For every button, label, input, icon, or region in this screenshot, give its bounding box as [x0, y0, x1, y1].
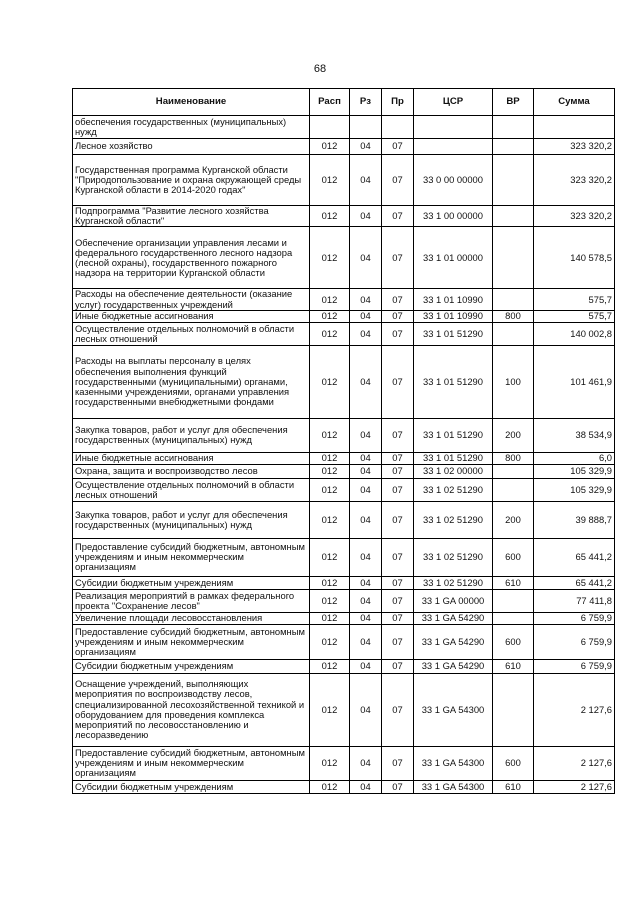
page-number: 68: [313, 63, 327, 75]
table-row: [73, 139, 615, 155]
cell-name: Охрана, защита и воспроизводство лесов: [73, 464, 310, 478]
cell-csr: 33 1 01 51290: [414, 452, 493, 464]
table-row: [73, 478, 615, 501]
cell-rz: 04: [350, 478, 382, 501]
cell-rz: 04: [350, 612, 382, 624]
cell-csr: 33 1 GA 54300: [414, 780, 493, 793]
cell-sum: 38 534,9: [534, 418, 615, 452]
cell-vr: [493, 478, 534, 501]
cell-csr: [414, 116, 493, 139]
cell-vr: 200: [493, 418, 534, 452]
cell-rasp: 012: [310, 624, 350, 659]
cell-rz: 04: [350, 206, 382, 227]
cell-vr: 800: [493, 310, 534, 322]
cell-vr: [493, 227, 534, 289]
cell-sum: 140 002,8: [534, 322, 615, 345]
table-row: [73, 464, 615, 478]
cell-rz: 04: [350, 624, 382, 659]
cell-pr: 07: [382, 659, 414, 673]
table-row: [73, 780, 615, 793]
cell-sum: 323 320,2: [534, 139, 615, 155]
cell-rz: 04: [350, 576, 382, 589]
cell-name: Субсидии бюджетным учреждениям: [73, 780, 310, 793]
table-row: [73, 418, 615, 452]
table-row: [73, 452, 615, 464]
cell-name: Иные бюджетные ассигнования: [73, 452, 310, 464]
cell-csr: 33 1 02 51290: [414, 576, 493, 589]
cell-name: Увеличение площади лесовосстановления: [73, 612, 310, 624]
cell-sum: 77 411,8: [534, 589, 615, 612]
cell-csr: 33 1 01 10990: [414, 310, 493, 322]
cell-rasp: 012: [310, 418, 350, 452]
cell-rasp: 012: [310, 589, 350, 612]
cell-pr: [382, 116, 414, 139]
cell-sum: 105 329,9: [534, 478, 615, 501]
cell-name: Обеспечение организации управления лесами и федерального государственного лесного надзора (лесной охраны), государственного пожарного надзора на территории Курганской области: [73, 227, 310, 289]
cell-rz: 04: [350, 418, 382, 452]
cell-csr: 33 1 GA 54290: [414, 624, 493, 659]
cell-sum: 2 127,6: [534, 673, 615, 746]
cell-pr: 07: [382, 589, 414, 612]
table-row: [73, 322, 615, 345]
cell-rasp: 012: [310, 452, 350, 464]
cell-pr: 07: [382, 612, 414, 624]
cell-csr: 33 1 GA 54290: [414, 659, 493, 673]
cell-rz: 04: [350, 589, 382, 612]
cell-rasp: 012: [310, 289, 350, 310]
cell-name: Осуществление отдельных полномочий в области лесных отношений: [73, 322, 310, 345]
cell-csr: 33 1 02 51290: [414, 478, 493, 501]
header-csr: ЦСР: [414, 89, 493, 116]
cell-name: Осуществление отдельных полномочий в области лесных отношений: [73, 478, 310, 501]
cell-rz: 04: [350, 780, 382, 793]
header-vr: ВР: [493, 89, 534, 116]
cell-sum: 6 759,9: [534, 612, 615, 624]
cell-name: Предоставление субсидий бюджетным, автономным учреждениям и иным некоммерческим организациям: [73, 624, 310, 659]
cell-pr: 07: [382, 746, 414, 780]
table-row: [73, 289, 615, 310]
cell-vr: [493, 155, 534, 206]
cell-csr: 33 1 GA 00000: [414, 589, 493, 612]
cell-vr: [493, 589, 534, 612]
cell-csr: 33 0 00 00000: [414, 155, 493, 206]
cell-rasp: 012: [310, 746, 350, 780]
table-row: [73, 310, 615, 322]
cell-pr: 07: [382, 139, 414, 155]
cell-sum: 140 578,5: [534, 227, 615, 289]
cell-vr: 600: [493, 538, 534, 576]
cell-rasp: 012: [310, 464, 350, 478]
cell-sum: 575,7: [534, 289, 615, 310]
cell-rasp: 012: [310, 227, 350, 289]
cell-vr: 600: [493, 746, 534, 780]
cell-name: Государственная программа Курганской области "Природопользование и охрана окружающей среды Курганской области в 2014-2020 годах": [73, 155, 310, 206]
cell-sum: 323 320,2: [534, 206, 615, 227]
cell-sum: 39 888,7: [534, 501, 615, 538]
cell-sum: 105 329,9: [534, 464, 615, 478]
cell-name: Субсидии бюджетным учреждениям: [73, 659, 310, 673]
cell-rz: 04: [350, 659, 382, 673]
table-row: [73, 206, 615, 227]
cell-pr: 07: [382, 576, 414, 589]
cell-sum: 6,0: [534, 452, 615, 464]
header-name: Наименование: [73, 89, 310, 116]
table-header-row: [73, 89, 615, 116]
cell-vr: [493, 612, 534, 624]
cell-rasp: 012: [310, 322, 350, 345]
table-row: [73, 659, 615, 673]
cell-csr: 33 1 GA 54300: [414, 673, 493, 746]
cell-name: Закупка товаров, работ и услуг для обеспечения государственных (муниципальных) нужд: [73, 418, 310, 452]
cell-name: Закупка товаров, работ и услуг для обеспечения государственных (муниципальных) нужд: [73, 501, 310, 538]
cell-pr: 07: [382, 478, 414, 501]
cell-rz: 04: [350, 538, 382, 576]
cell-sum: 6 759,9: [534, 624, 615, 659]
cell-vr: 610: [493, 659, 534, 673]
cell-name: обеспечения государственных (муниципальных) нужд: [73, 116, 310, 139]
cell-name: Подпрограмма "Развитие лесного хозяйства Курганской области": [73, 206, 310, 227]
cell-vr: 800: [493, 452, 534, 464]
cell-pr: 07: [382, 780, 414, 793]
cell-name: Оснащение учреждений, выполняющих мероприятия по воспроизводству лесов, специализированной лесохозяйственной техникой и оборудованием для проведения комплекса мероприятий по лесовосстановлению и лесоразведению: [73, 673, 310, 746]
cell-vr: 100: [493, 345, 534, 418]
header-rz: Рз: [350, 89, 382, 116]
cell-csr: 33 1 01 51290: [414, 345, 493, 418]
cell-vr: 610: [493, 780, 534, 793]
cell-vr: [493, 673, 534, 746]
cell-sum: 65 441,2: [534, 576, 615, 589]
cell-name: Иные бюджетные ассигнования: [73, 310, 310, 322]
cell-name: Субсидии бюджетным учреждениям: [73, 576, 310, 589]
cell-csr: 33 1 01 51290: [414, 322, 493, 345]
cell-name: Расходы на выплаты персоналу в целях обеспечения выполнения функций государственными (муниципальными) органами, казенными учреждениями, органами управления государственными внебюджетными фондами: [73, 345, 310, 418]
cell-name: Лесное хозяйство: [73, 139, 310, 155]
cell-pr: 07: [382, 206, 414, 227]
cell-rasp: 012: [310, 501, 350, 538]
cell-rz: 04: [350, 227, 382, 289]
table-row: [73, 673, 615, 746]
cell-name: Предоставление субсидий бюджетным, автономным учреждениям и иным некоммерческим организациям: [73, 538, 310, 576]
table-row: [73, 538, 615, 576]
cell-name: Расходы на обеспечение деятельности (оказание услуг) государственных учреждений: [73, 289, 310, 310]
cell-pr: 07: [382, 289, 414, 310]
cell-pr: 07: [382, 464, 414, 478]
cell-pr: 07: [382, 322, 414, 345]
cell-pr: 07: [382, 538, 414, 576]
cell-rz: 04: [350, 155, 382, 206]
cell-vr: [493, 289, 534, 310]
table-row: [73, 227, 615, 289]
cell-csr: 33 1 02 51290: [414, 501, 493, 538]
cell-rasp: 012: [310, 612, 350, 624]
cell-pr: 07: [382, 418, 414, 452]
header-rasp: Расп: [310, 89, 350, 116]
header-pr: Пр: [382, 89, 414, 116]
cell-rz: 04: [350, 139, 382, 155]
cell-name: Реализация мероприятий в рамках федерального проекта "Сохранение лесов": [73, 589, 310, 612]
cell-rasp: 012: [310, 345, 350, 418]
cell-rz: 04: [350, 289, 382, 310]
cell-rasp: 012: [310, 139, 350, 155]
cell-rz: 04: [350, 345, 382, 418]
cell-pr: 07: [382, 624, 414, 659]
cell-vr: [493, 322, 534, 345]
cell-rasp: 012: [310, 206, 350, 227]
cell-rz: 04: [350, 452, 382, 464]
cell-rasp: 012: [310, 310, 350, 322]
table-row: [73, 624, 615, 659]
cell-sum: [534, 116, 615, 139]
cell-pr: 07: [382, 227, 414, 289]
cell-sum: 6 759,9: [534, 659, 615, 673]
cell-rasp: 012: [310, 538, 350, 576]
table-row: [73, 576, 615, 589]
cell-pr: 07: [382, 452, 414, 464]
cell-rz: 04: [350, 673, 382, 746]
cell-csr: 33 1 01 10990: [414, 289, 493, 310]
cell-sum: 2 127,6: [534, 746, 615, 780]
cell-rz: 04: [350, 746, 382, 780]
table-row: [73, 501, 615, 538]
cell-vr: [493, 139, 534, 155]
cell-sum: 65 441,2: [534, 538, 615, 576]
table-row: [73, 345, 615, 418]
budget-table: [72, 88, 615, 794]
cell-rasp: [310, 116, 350, 139]
cell-rz: 04: [350, 464, 382, 478]
cell-rz: 04: [350, 501, 382, 538]
cell-csr: 33 1 02 51290: [414, 538, 493, 576]
cell-pr: 07: [382, 501, 414, 538]
cell-sum: 323 320,2: [534, 155, 615, 206]
cell-rasp: 012: [310, 478, 350, 501]
cell-vr: 600: [493, 624, 534, 659]
cell-rasp: 012: [310, 673, 350, 746]
cell-rasp: 012: [310, 659, 350, 673]
cell-csr: 33 1 00 00000: [414, 206, 493, 227]
cell-sum: 101 461,9: [534, 345, 615, 418]
cell-pr: 07: [382, 155, 414, 206]
table-row: [73, 612, 615, 624]
table-row: [73, 589, 615, 612]
cell-csr: 33 1 02 00000: [414, 464, 493, 478]
cell-rz: [350, 116, 382, 139]
cell-csr: 33 1 GA 54300: [414, 746, 493, 780]
cell-csr: 33 1 01 51290: [414, 418, 493, 452]
cell-csr: 33 1 01 00000: [414, 227, 493, 289]
cell-rasp: 012: [310, 780, 350, 793]
cell-pr: 07: [382, 310, 414, 322]
cell-vr: 610: [493, 576, 534, 589]
cell-rz: 04: [350, 322, 382, 345]
cell-sum: 2 127,6: [534, 780, 615, 793]
cell-rasp: 012: [310, 576, 350, 589]
cell-name: Предоставление субсидий бюджетным, автономным учреждениям и иным некоммерческим организациям: [73, 746, 310, 780]
cell-csr: [414, 139, 493, 155]
cell-rz: 04: [350, 310, 382, 322]
cell-csr: 33 1 GA 54290: [414, 612, 493, 624]
header-sum: Сумма: [534, 89, 615, 116]
cell-vr: [493, 206, 534, 227]
cell-pr: 07: [382, 673, 414, 746]
cell-rasp: 012: [310, 155, 350, 206]
cell-pr: 07: [382, 345, 414, 418]
table-row: [73, 116, 615, 139]
cell-vr: [493, 116, 534, 139]
cell-vr: 200: [493, 501, 534, 538]
table-row: [73, 746, 615, 780]
cell-sum: 575,7: [534, 310, 615, 322]
cell-vr: [493, 464, 534, 478]
table-row: [73, 155, 615, 206]
